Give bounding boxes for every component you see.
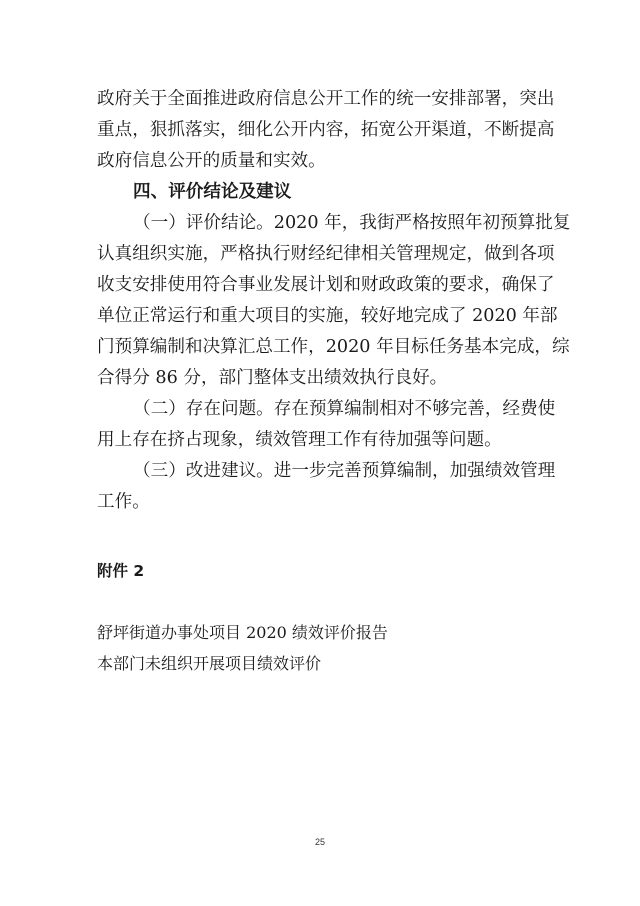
- intro-line-3: 政府信息公开的质量和实效。: [97, 151, 326, 171]
- suggestions-line-2: 工作。: [97, 492, 150, 512]
- attachment-report-note: 本部门未组织开展项目绩效评价: [97, 654, 322, 673]
- problems-line-2: 用上存在挤占现象，绩效管理工作有待加强等问题。: [97, 430, 502, 450]
- attachment-label: 附件 2: [97, 562, 145, 580]
- conclusion-line-1: （一）评价结论。2020 年，我街严格按照年初预算批复: [133, 213, 571, 233]
- suggestions-line-1: （三）改进建议。进一步完善预算编制，加强绩效管理: [133, 461, 556, 481]
- conclusion-line-3: 收支安排使用符合事业发展计划和财政政策的要求，确保了: [97, 275, 555, 295]
- intro-line-1: 政府关于全面推进政府信息公开工作的统一安排部署，突出: [97, 89, 555, 109]
- conclusion-line-5: 门预算编制和决算汇总工作，2020 年目标任务基本完成，综: [97, 337, 570, 357]
- conclusion-line-2: 认真组织实施，严格执行财经纪律相关管理规定，做到各项: [97, 244, 555, 264]
- section-heading: 四、评价结论及建议: [133, 182, 292, 202]
- attachment-report-title: 舒坪街道办事处项目 2020 绩效评价报告: [97, 623, 388, 642]
- problems-line-1: （二）存在问题。存在预算编制相对不够完善，经费使: [133, 399, 556, 419]
- page-number: 25: [314, 837, 325, 847]
- conclusion-line-6: 合得分 86 分，部门整体支出绩效执行良好。: [97, 368, 448, 388]
- conclusion-line-4: 单位正常运行和重大项目的实施，较好地完成了 2020 年部: [97, 306, 558, 326]
- intro-line-2: 重点，狠抓落实，细化公开内容，拓宽公开渠道，不断提高: [97, 120, 555, 140]
